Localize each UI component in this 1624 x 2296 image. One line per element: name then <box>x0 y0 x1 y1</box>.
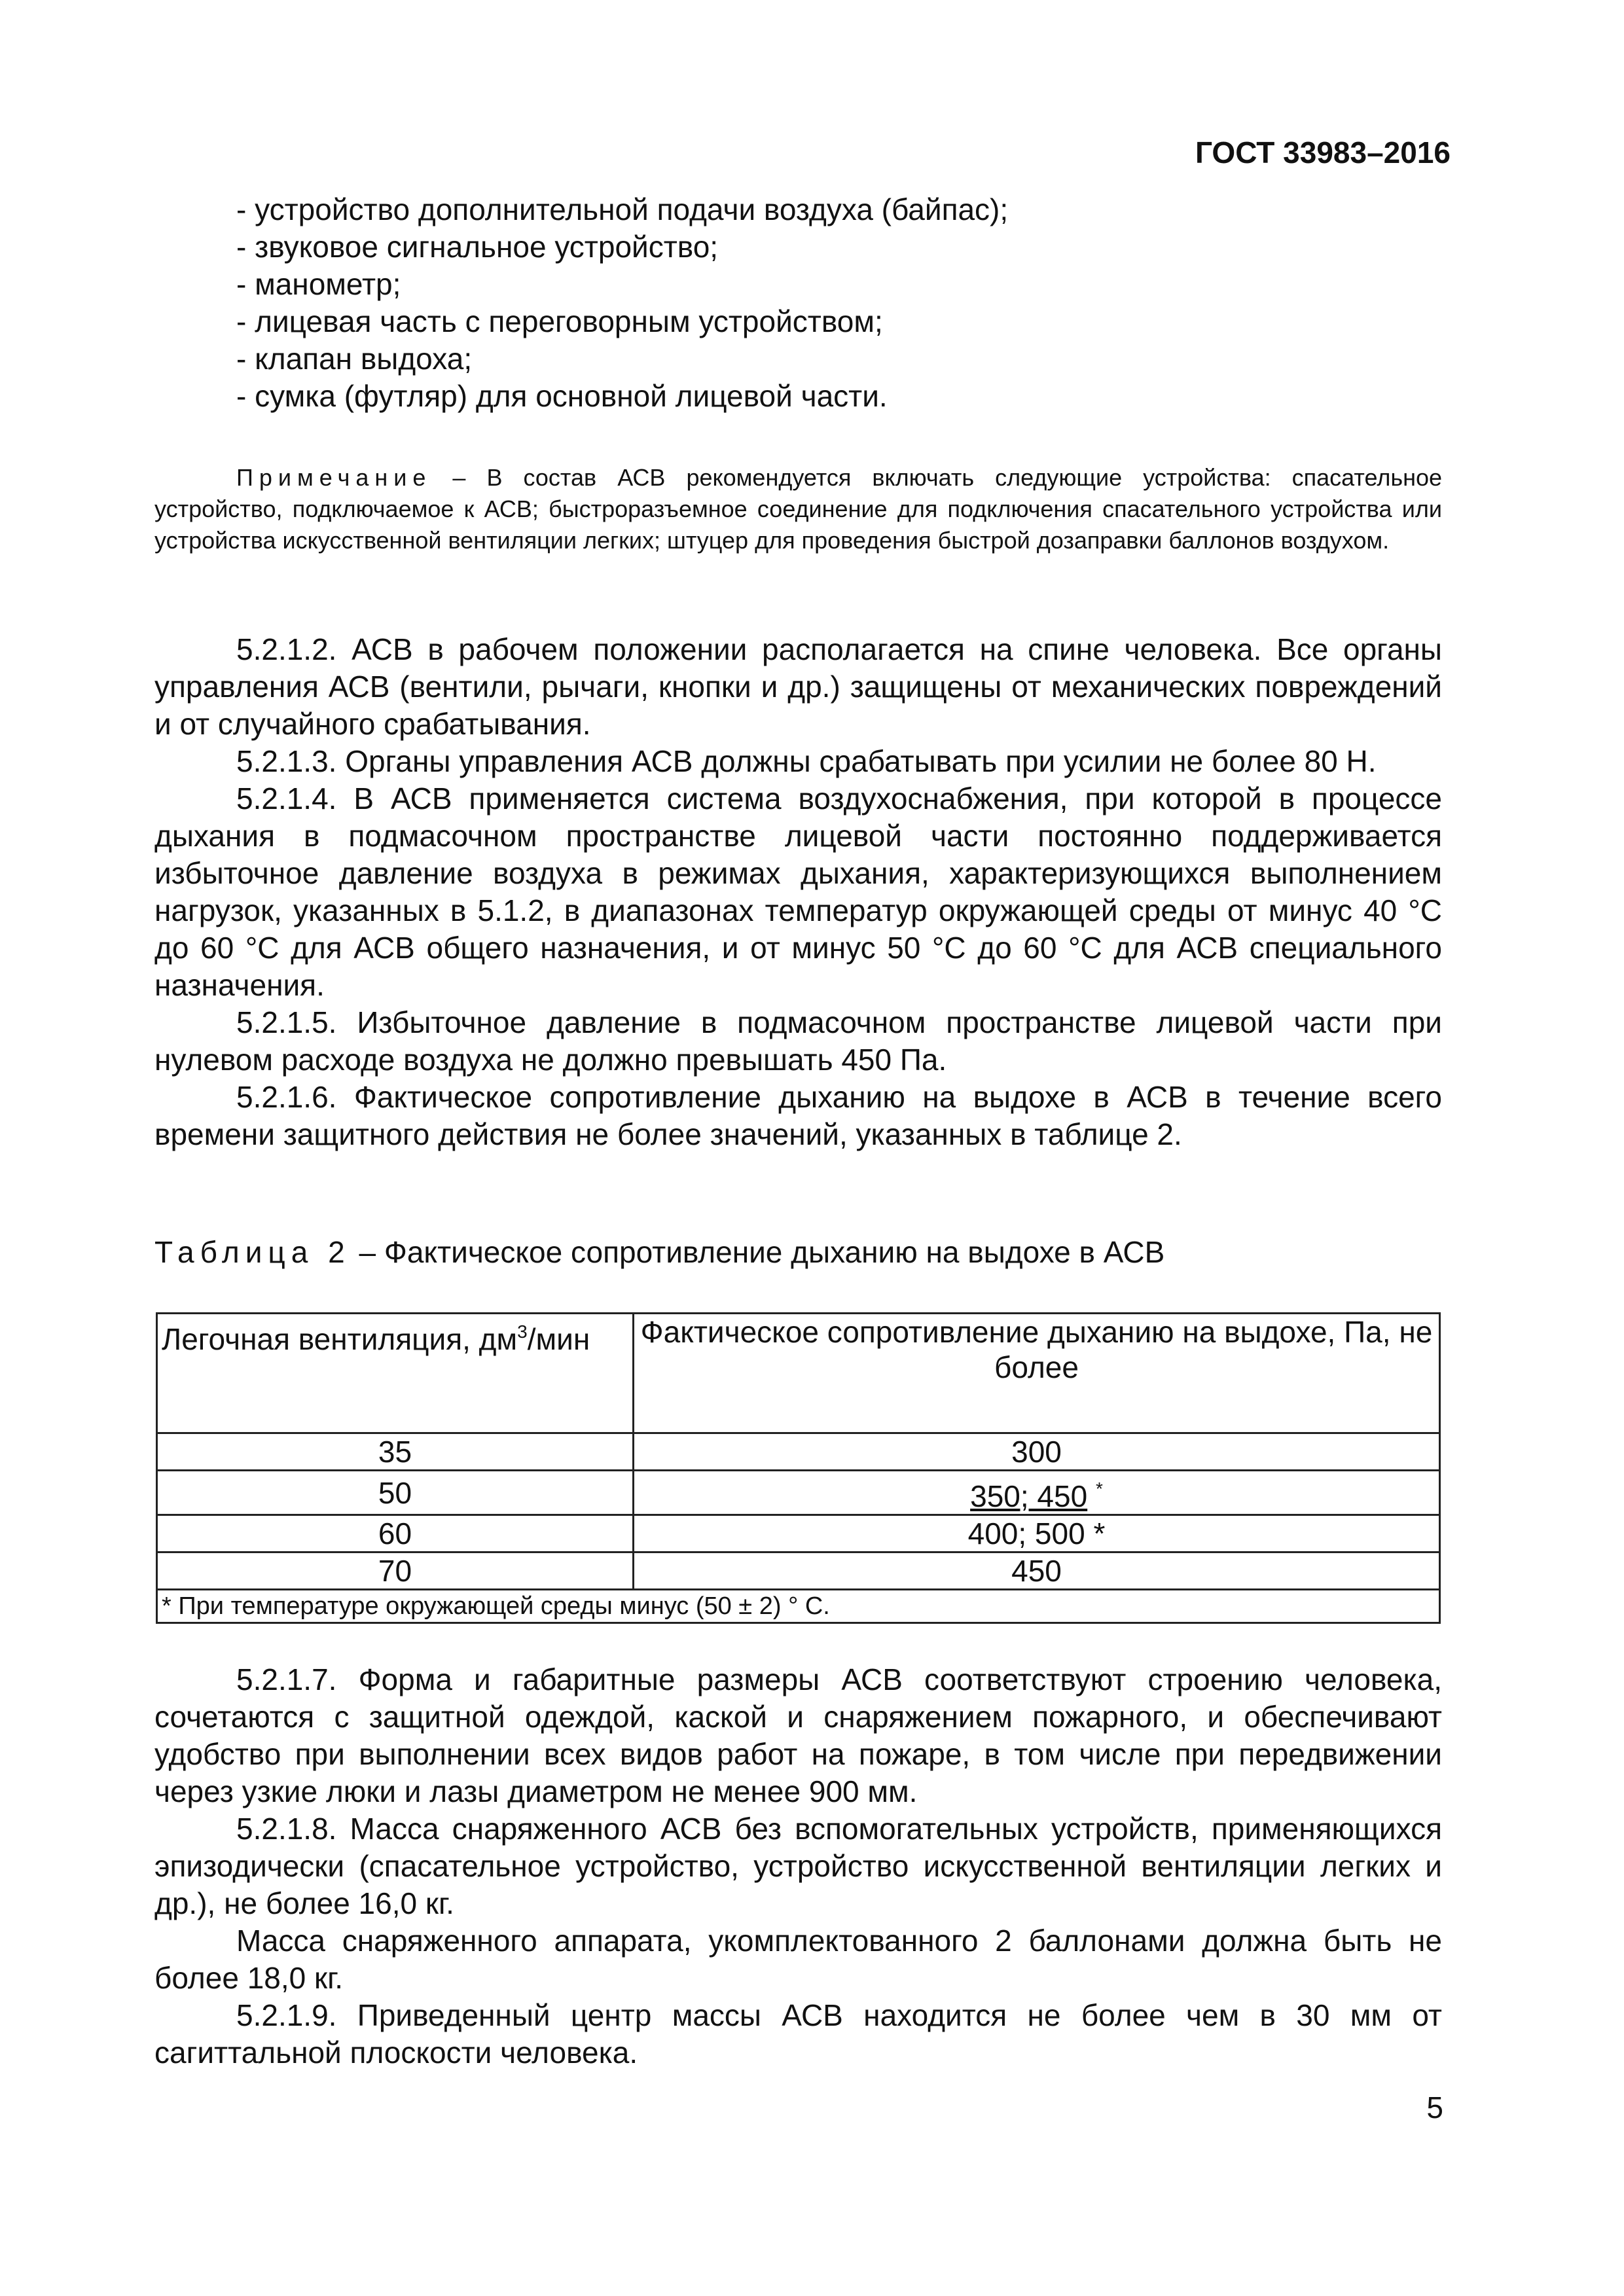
paragraph-5-2-1-4: 5.2.1.4. В АСВ применяется система воздухоснабжения, при которой в процессе дыхания в подмасочном пространстве лицевой части постоянно поддерживается избыточное давление воздуха в режимах дыхания, характеризующихся выполнением нагрузок, указанных в 5.1.2, в диапазонах температур окружающей среды от минус 40 °С до 60 °С для АСВ общего назначения, и от минус 50 °С до 60 °С для АСВ специального назначения. <box>154 781 1442 1002</box>
table-footnote-row <box>157 1590 1440 1623</box>
cell-resistance: 350; 450 * <box>634 1471 1440 1515</box>
component-list <box>236 191 1008 415</box>
cell-resistance: 400; 500 * <box>634 1515 1440 1552</box>
list-item: - лицевая часть с переговорным устройством; <box>236 304 883 338</box>
table-row <box>157 1471 1440 1515</box>
table-header-row <box>157 1314 1440 1433</box>
document-code: ГОСТ 33983–2016 <box>1195 135 1451 170</box>
table-caption-label: Таблица 2 <box>154 1235 351 1269</box>
paragraph-5-2-1-3: 5.2.1.3. Органы управления АСВ должны срабатывать при усилии не более 80 Н. <box>236 744 1377 778</box>
note-label: Примечание <box>236 464 432 491</box>
table-footnote: * При температуре окружающей среды минус (50 ± 2) ° С. <box>157 1590 1440 1623</box>
resistance-table <box>156 1312 1441 1624</box>
cell-ventilation: 60 <box>157 1515 634 1552</box>
note-block <box>154 462 1442 556</box>
cell-resistance: 300 <box>634 1433 1440 1471</box>
table-row <box>157 1515 1440 1552</box>
list-item: - сумка (футляр) для основной лицевой части. <box>236 379 888 413</box>
paragraphs-bottom <box>154 1661 1442 2072</box>
cell-ventilation: 35 <box>157 1433 634 1471</box>
cell-ventilation: 70 <box>157 1552 634 1590</box>
table-caption <box>154 1234 1164 1270</box>
table-caption-text: – Фактическое сопротивление дыханию на выдохе в АСВ <box>350 1235 1165 1269</box>
list-item: - манометр; <box>236 267 401 301</box>
cell-ventilation: 50 <box>157 1471 634 1515</box>
paragraphs-top <box>154 631 1442 1153</box>
footnote-mark: * <box>1095 1479 1103 1499</box>
paragraph-5-2-1-5: 5.2.1.5. Избыточное давление в подмасочном пространстве лицевой части при нулевом расходе воздуха не должно превышать 450 Па. <box>154 1005 1442 1077</box>
column-header-resistance: Фактическое сопротивление дыханию на выдохе, Па, не более <box>634 1314 1440 1433</box>
list-item: - клапан выдоха; <box>236 342 473 376</box>
paragraph-5-2-1-7: 5.2.1.7. Форма и габаритные размеры АСВ соответствуют строению человека, сочетаются с защитной одеждой, каской и снаряжением пожарного, и обеспечивают удобство при выполнении всех видов работ на пожаре, в том числе при передвижении через узкие люки и лазы диаметром не менее 900 мм. <box>154 1662 1442 1808</box>
note-text: – В состав АСВ рекомендуется включать следующие устройства: спасательное устройство, подключаемое к АСВ; быстроразъемное соединение для подключения спасательного устройства или устройства искусственной вентиляции легких; штуцер для проведения быстрой дозаправки баллонов воздухом. <box>154 464 1442 554</box>
paragraph-5-2-1-2: 5.2.1.2. АСВ в рабочем положении располагается на спине человека. Все органы управления АСВ (вентили, рычаги, кнопки и др.) защищены от механических повреждений и от случайного срабатывания. <box>154 632 1442 741</box>
list-item: - устройство дополнительной подачи воздуха (байпас); <box>236 192 1009 226</box>
paragraph-5-2-1-6: 5.2.1.6. Фактическое сопротивление дыханию на выдохе в АСВ в течение всего времени защитного действия не более значений, указанных в таблице 2. <box>154 1080 1442 1151</box>
page-number: 5 <box>1426 2090 1443 2125</box>
cell-resistance: 450 <box>634 1552 1440 1590</box>
paragraph-mass-two-cylinders: Масса снаряженного аппарата, укомплектованного 2 баллонами должна быть не более 18,0 кг. <box>154 1924 1442 1995</box>
paragraph-5-2-1-8: 5.2.1.8. Масса снаряженного АСВ без вспомогательных устройств, применяющихся эпизодически (спасательное устройство, устройство искусственной вентиляции легких и др.), не более 16,0 кг. <box>154 1812 1442 1920</box>
list-item: - звуковое сигнальное устройство; <box>236 230 719 264</box>
paragraph-5-2-1-9: 5.2.1.9. Приведенный центр массы АСВ находится не более чем в 30 мм от сагиттальной плоскости человека. <box>154 1998 1442 2070</box>
table-row <box>157 1433 1440 1471</box>
table-row <box>157 1552 1440 1590</box>
column-header-ventilation: Легочная вентиляция, $дм^3$/мин <box>157 1314 634 1433</box>
